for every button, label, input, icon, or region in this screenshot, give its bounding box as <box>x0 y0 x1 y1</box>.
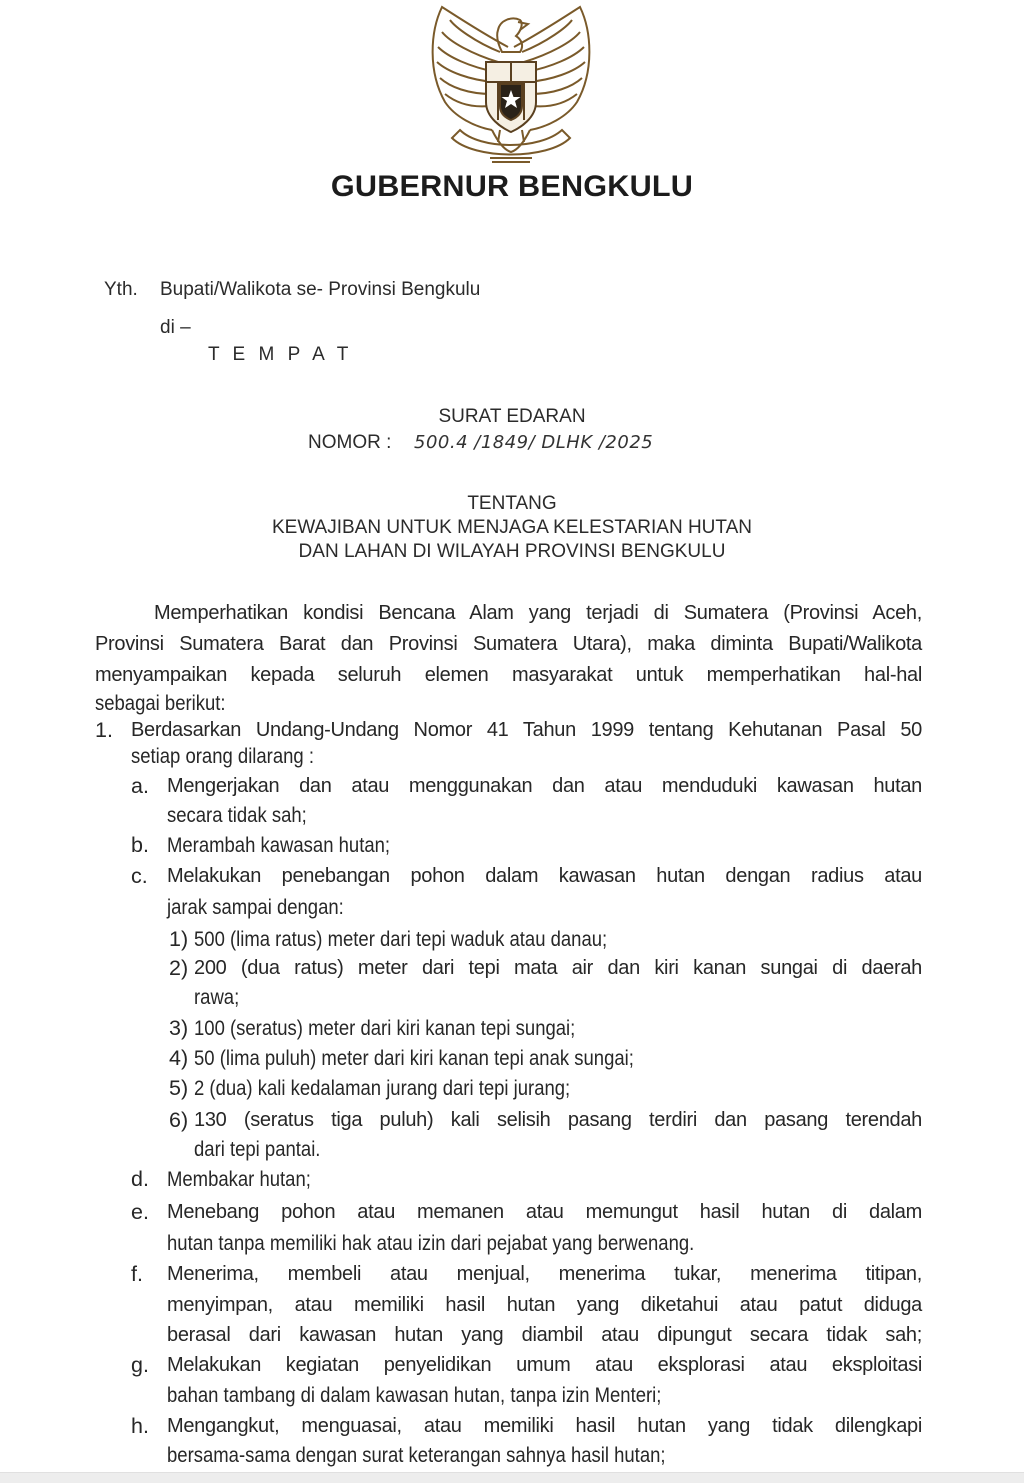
subject-line-1: KEWAJIBAN UNTUK MENJAGA KELESTARIAN HUTAN <box>271 517 752 538</box>
item-label-h: h. <box>131 1414 149 1438</box>
item-label-e: e. <box>131 1200 149 1224</box>
di-label: di – <box>160 317 191 338</box>
tempat-label: T E M P A T <box>208 344 353 365</box>
garuda-emblem-icon <box>420 2 602 170</box>
point-line: Berdasarkan Undang-Undang Nomor 41 Tahun 1999 tentang Kehutanan Pasal 50 <box>131 719 922 741</box>
subitem-line: dari tepi pantai. <box>194 1137 321 1161</box>
nomor-value: 500.4 /1849/ DLHK /2025 <box>414 432 654 453</box>
recipient: Bupati/Walikota se- Provinsi Bengkulu <box>160 279 481 300</box>
subitem-label: 6) <box>169 1108 189 1132</box>
item-a-line: Mengerjakan dan atau menggunakan dan atau menduduki kawasan hutan <box>167 775 922 797</box>
item-c-line: Melakukan penebangan pohon dalam kawasan hutan dengan radius atau <box>167 865 922 887</box>
subitem-line: rawa; <box>194 985 240 1009</box>
page-title: GUBERNUR BENGKULU <box>330 170 694 203</box>
item-label-b: b. <box>131 833 149 857</box>
item-d-line: Membakar hutan; <box>167 1167 311 1191</box>
item-label-g: g. <box>131 1353 149 1377</box>
point-number: 1. <box>95 718 113 742</box>
subitem-label: 1) <box>169 927 189 951</box>
subitem-line: 2 (dua) kali kedalaman jurang dari tepi jurang; <box>194 1076 571 1100</box>
subitem-label: 2) <box>169 956 189 980</box>
yth-label: Yth. <box>104 279 138 300</box>
subitem-line: 100 (seratus) meter dari kiri kanan tepi sungai; <box>194 1016 576 1040</box>
subitem-line: 50 (lima puluh) meter dari kiri kanan tepi anak sungai; <box>194 1046 634 1070</box>
item-h-line: bersama-sama dengan surat keterangan sahnya hasil hutan; <box>167 1443 666 1467</box>
subitem-line: 130 (seratus tiga puluh) kali selisih pasang terdiri dan pasang terendah <box>194 1109 922 1131</box>
item-f-line: berasal dari kawasan hutan yang diambil atau dipungut secara tidak sah; <box>167 1324 922 1346</box>
subitem-label: 3) <box>169 1016 189 1040</box>
subject-line-2: DAN LAHAN DI WILAYAH PROVINSI BENGKULU <box>298 541 726 562</box>
subitem-line: 200 (dua ratus) meter dari tepi mata air dan kiri kanan sungai di daerah <box>194 957 922 979</box>
item-c-line: jarak sampai dengan: <box>167 895 344 919</box>
nomor-label: NOMOR : <box>308 432 392 453</box>
subitem-label: 5) <box>169 1076 189 1100</box>
intro-line: menyampaikan kepada seluruh elemen masyarakat untuk memperhatikan hal-hal <box>95 664 922 686</box>
item-f-line: menyimpan, atau memiliki hasil hutan yang diketahui atau patut diduga <box>167 1294 922 1316</box>
item-a-line: secara tidak sah; <box>167 803 307 827</box>
point-line: setiap orang dilarang : <box>131 744 314 768</box>
item-b-line: Merambah kawasan hutan; <box>167 833 391 857</box>
item-h-line: Mengangkut, menguasai, atau memiliki hasil hutan yang tidak dilengkapi <box>167 1415 922 1437</box>
letter-type: SURAT EDARAN <box>438 406 586 427</box>
item-label-d: d. <box>131 1167 149 1191</box>
item-g-line: Melakukan kegiatan penyelidikan umum atau eksplorasi atau eksploitasi <box>167 1354 922 1376</box>
item-label-a: a. <box>131 774 149 798</box>
subitem-label: 4) <box>169 1046 189 1070</box>
intro-line: sebagai berikut: <box>95 691 226 715</box>
item-label-f: f. <box>131 1262 143 1286</box>
intro-line: Memperhatikan kondisi Bencana Alam yang terjadi di Sumatera (Provinsi Aceh, <box>154 602 922 624</box>
intro-line: Provinsi Sumatera Barat dan Provinsi Sumatera Utara), maka diminta Bupati/Walikota <box>95 633 922 655</box>
tentang-label: TENTANG <box>467 493 557 514</box>
item-label-c: c. <box>131 864 148 888</box>
item-f-line: Menerima, membeli atau menjual, menerima tukar, menerima titipan, <box>167 1263 922 1285</box>
item-e-line: hutan tanpa memiliki hak atau izin dari pejabat yang berwenang. <box>167 1231 695 1255</box>
item-g-line: bahan tambang di dalam kawasan hutan, tanpa izin Menteri; <box>167 1383 662 1407</box>
page-bottom-edge <box>0 1472 1024 1483</box>
subitem-line: 500 (lima ratus) meter dari tepi waduk atau danau; <box>194 927 608 951</box>
item-e-line: Menebang pohon atau memanen atau memungut hasil hutan di dalam <box>167 1201 922 1223</box>
